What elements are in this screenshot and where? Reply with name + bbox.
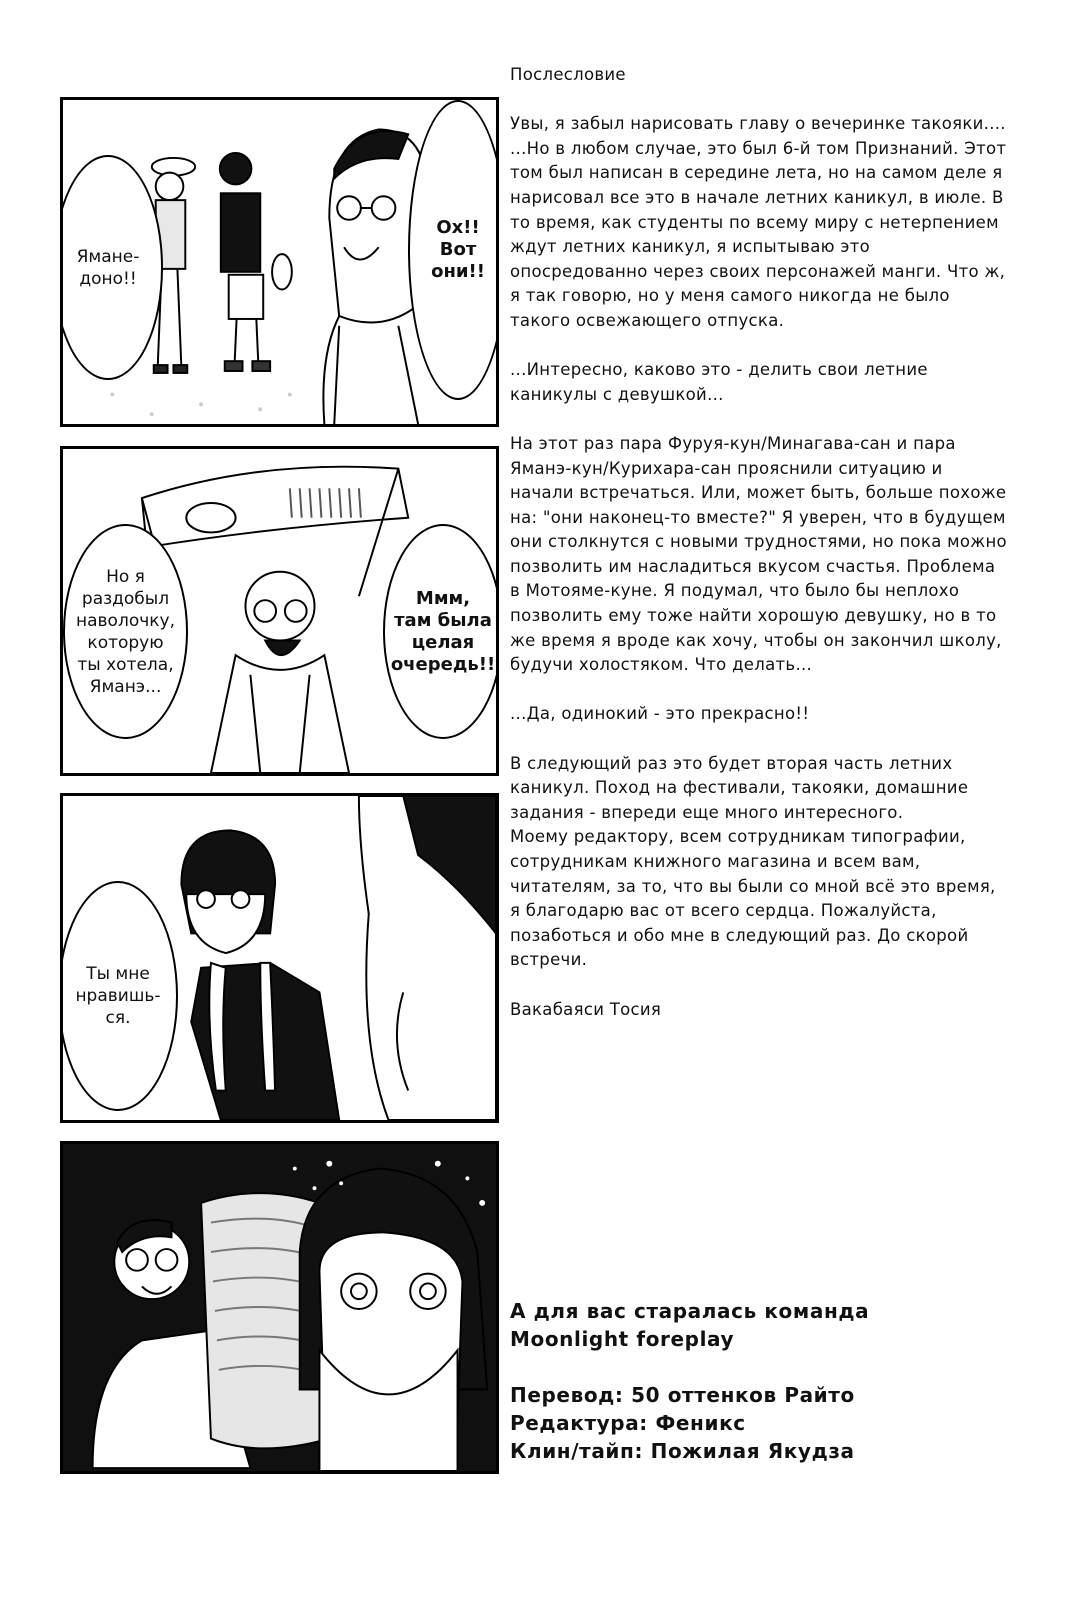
speech-bubble-left: Ты мне нравишь- ся.: [60, 881, 178, 1111]
team-line-2: Moonlight foreplay: [510, 1327, 735, 1351]
scanlation-credits: [510, 1297, 1030, 1465]
afterword-paragraph: В следующий раз это будет вторая часть летних каникул. Поход на фестивали, такояки, домашние задания - впереди еще много интересного.: [510, 753, 969, 822]
manga-panel-4: [60, 1141, 499, 1474]
speech-bubble-right: Ох!! Вот они!!: [408, 100, 499, 400]
afterword-paragraph: ...Но в любом случае, это был 6-й том Признаний. Этот том был написан в середине лета, но на самом деле я нарисовал все это в начале летних каникул, в июле. В то время, как студенты по всему миру с нетерпением ждут летних каникул, я испытываю это опосредованно через своих персонажей манги. Что ж, я так говорю, но у меня самого никогда не было такого освежающего отпуска.: [510, 138, 1007, 330]
manga-panel-2: [60, 446, 499, 776]
panel-4-art: [63, 1144, 496, 1471]
speech-bubble-left: Но я раздобыл наволочку, которую ты хотела, Яманэ...: [63, 524, 188, 739]
afterword-paragraph: ...Интересно, каково это - делить свои летние каникулы с девушкой...: [510, 360, 928, 404]
author-signature: Вакабаяси Тосия: [510, 999, 662, 1019]
afterword-paragraph: Увы, я забыл нарисовать главу о вечеринке такояки....: [510, 114, 1006, 134]
afterword-paragraph: На этот раз пара Фуруя-кун/Минагава-сан и пара Яманэ-кун/Курихара-сан прояснили ситуацию и начали встречаться. Или, может быть, больше похоже на: "они наконец-то вместе?" Я уверен, что в будущем они столкнутся с новыми трудностями, но пока можно позволить им насладиться вкусом счастья. Проблема в Мотояме-куне. Я подумал, что было бы неплохо позволить ему тоже найти хорошую девушку, но в то же время я вроде как хочу, чтобы он закончил школу, будучи холостяком. Что делать...: [510, 433, 1007, 675]
manga-panel-1: [60, 97, 499, 427]
afterword-text: [510, 63, 1010, 1047]
team-line-1: А для вас старалась команда: [510, 1299, 870, 1323]
credit-editing: Редактура: Феникс: [510, 1411, 746, 1435]
afterword-paragraph: ...Да, одинокий - это прекрасно!!: [510, 704, 810, 724]
afterword-heading: Послесловие: [510, 65, 626, 84]
speech-bubble-left: Ямане- доно!!: [60, 155, 163, 380]
credit-clean-type: Клин/тайп: Пожилая Якудза: [510, 1439, 855, 1463]
afterword-paragraph: Моему редактору, всем сотрудникам типографии, сотрудникам книжного магазина и всем вам, читателям, за то, что вы были со мной всё это время, я благодарю вас от всего сердца. Пожалуйста, позаботься и обо мне в следующий раз. До скорой встречи.: [510, 827, 996, 970]
speech-bubble-right: Ммм, там была целая очередь!!: [383, 524, 499, 739]
manga-panel-3: [60, 793, 499, 1123]
credit-translation: Перевод: 50 оттенков Райто: [510, 1383, 855, 1407]
